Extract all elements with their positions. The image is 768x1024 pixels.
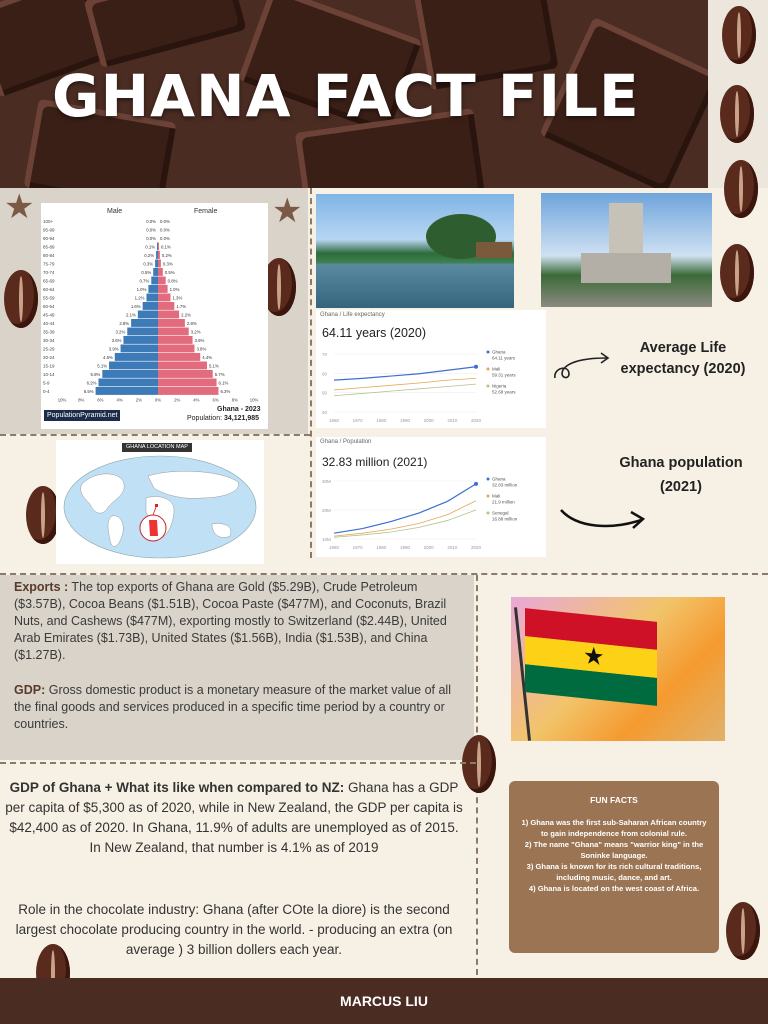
pyramid-age-label: 50-54 bbox=[43, 304, 55, 309]
pyramid-female-pct: 6.3% bbox=[220, 389, 231, 394]
pyramid-age-label: 25-29 bbox=[43, 346, 55, 352]
coffee-bean-icon bbox=[720, 244, 754, 302]
pyramid-male-pct: 0.3% bbox=[143, 261, 154, 267]
map-title: GHANA LOCATION MAP bbox=[122, 443, 192, 452]
life-expectancy-card bbox=[316, 310, 546, 428]
gdp-label: GDP: bbox=[14, 683, 46, 697]
pyramid-bar-male bbox=[102, 370, 158, 378]
comparison-label: GDP of Ghana + What its like when compared to NZ: bbox=[9, 780, 345, 795]
male-label: Male bbox=[107, 208, 123, 215]
pyramid-bar-male bbox=[98, 379, 158, 387]
fun-fact-item: 1) Ghana was the first sub-Saharan African country to gain independence from colonial rule. bbox=[521, 818, 707, 838]
legend-marker bbox=[487, 478, 490, 481]
pyramid-age-label: 75-79 bbox=[43, 261, 55, 267]
legend-value: 52.68 years bbox=[492, 389, 516, 395]
pyramid-male-pct: 0.1% bbox=[145, 244, 156, 250]
pyramid-bar-male bbox=[143, 302, 158, 310]
pyramid-age-label: 90-94 bbox=[43, 236, 55, 241]
coffee-bean-icon bbox=[722, 6, 756, 64]
pyramid-bar-female bbox=[158, 387, 218, 395]
population-chart bbox=[316, 473, 546, 557]
legend-name: Ghana bbox=[492, 349, 506, 355]
header-banner bbox=[0, 0, 768, 188]
pyramid-bar-female bbox=[158, 353, 200, 361]
life-chart bbox=[316, 346, 546, 428]
pyramid-bar-male bbox=[155, 260, 158, 268]
pyramid-bar-male bbox=[123, 336, 158, 344]
x-tick: 2000 bbox=[423, 418, 434, 423]
comparison-body: Ghana has a GDP per capita of $5,300 as of 2020, while in New Zealand, the GDP per capita is $42,400 as of 2020. In Ghana, 11.9% of adults are unemployed as of 2015. In New Zealand, that number is 4.1% as of 2019 bbox=[5, 780, 463, 855]
population-value: 34,121,985 bbox=[223, 415, 260, 422]
x-tick: 1980 bbox=[376, 418, 387, 423]
pyramid-male-pct: 2.1% bbox=[126, 312, 136, 318]
legend-marker bbox=[487, 495, 490, 498]
female-label: Female bbox=[194, 208, 218, 215]
pyramid-male-pct: 0.0% bbox=[146, 219, 156, 224]
legend-marker bbox=[487, 368, 490, 371]
pyramid-bar-male bbox=[127, 328, 158, 336]
pyramid-male-pct: 3.9% bbox=[108, 346, 119, 352]
population-caption: Ghana population (2021) bbox=[619, 455, 743, 495]
pyramid-bar-female bbox=[158, 362, 207, 370]
pyramid-bar-male bbox=[146, 294, 158, 302]
pyramid-female-pct: 0.5% bbox=[164, 270, 175, 275]
coffee-bean-icon bbox=[726, 902, 760, 960]
pyramid-bar-male bbox=[121, 345, 158, 353]
pyramid-age-label: 80-84 bbox=[43, 253, 55, 258]
pyramid-female-pct: 4.4% bbox=[202, 355, 213, 360]
pyramid-axis-tick: 8% bbox=[231, 397, 238, 403]
series-line bbox=[334, 378, 476, 390]
pyramid-male-pct: 0.5% bbox=[141, 270, 152, 275]
pyramid-male-pct: 4.5% bbox=[103, 355, 113, 360]
pyramid-age-label: 95-99 bbox=[43, 227, 55, 233]
exports-body: The top exports of Ghana are Gold ($5.29B), Crude Petroleum ($3.57B), Cocoa Beans ($1.51B), Cocoa Paste ($477M), and Coconuts, Brazil Nuts, and Cashews ($477M), exporting mostly to Switzerland ($2.44B), United Arab Emirates ($1.73B), United States ($1.56B), India ($1.53B), and China ($1.27B). bbox=[14, 580, 447, 662]
pyramid-female-pct: 2.2% bbox=[181, 312, 191, 318]
series-line bbox=[334, 484, 476, 533]
pyramid-male-pct: 1.2% bbox=[134, 295, 145, 301]
pyramid-bar-male bbox=[148, 285, 158, 293]
pyramid-axis-tick: 10% bbox=[249, 397, 259, 403]
curly-arrow-icon bbox=[551, 350, 611, 384]
legend-name: Mali bbox=[492, 493, 501, 499]
y-tick: 50 bbox=[322, 390, 328, 396]
pyramid-bar-female bbox=[158, 336, 193, 344]
pyramid-age-label: 65-69 bbox=[43, 278, 55, 284]
y-tick: 20M bbox=[322, 508, 331, 513]
comparison-text bbox=[4, 778, 464, 858]
pyramid-bar-female bbox=[158, 251, 160, 259]
pyramid-male-pct: 5.8% bbox=[90, 372, 101, 377]
life-breadcrumb: Ghana / Life expectancy bbox=[320, 312, 385, 318]
pyramid-axis-tick: 8% bbox=[78, 397, 85, 403]
pyramid-bar-male bbox=[151, 277, 158, 285]
series-endpoint bbox=[474, 365, 478, 369]
pyramid-bar-male bbox=[138, 311, 158, 319]
divider bbox=[0, 434, 310, 436]
pyramid-male-pct: 5.1% bbox=[97, 363, 108, 369]
x-tick: 2010 bbox=[447, 545, 458, 550]
pyramid-chart bbox=[41, 203, 268, 429]
pyramid-bar-female bbox=[158, 294, 170, 302]
pyramid-age-label: 45-49 bbox=[43, 312, 55, 318]
legend-name: Senegal bbox=[492, 510, 509, 516]
x-tick: 1970 bbox=[352, 545, 363, 550]
pyramid-axis-tick: 2% bbox=[135, 397, 142, 403]
y-tick: 60 bbox=[322, 371, 328, 377]
pyramid-bar-male bbox=[96, 387, 158, 395]
y-tick: 70 bbox=[322, 352, 328, 357]
coffee-bean-icon bbox=[26, 486, 60, 544]
fun-facts-list bbox=[509, 805, 719, 894]
legend-marker bbox=[487, 385, 490, 388]
chocolate-role-text: Role in the chocolate industry: Ghana (after COte la diore) is the second largest chocolate producing country in the world. - producing an extra (on average ) 3 billion dollers each year. bbox=[15, 902, 453, 957]
pyramid-caption: Ghana - 2023 bbox=[217, 406, 261, 413]
pyramid-female-pct: 5.1% bbox=[208, 363, 219, 369]
pyramid-male-pct: 0.7% bbox=[139, 278, 150, 284]
x-tick: 1960 bbox=[328, 545, 340, 550]
pyramid-bar-female bbox=[158, 311, 179, 319]
x-tick: 1970 bbox=[352, 418, 363, 423]
pyramid-female-pct: 5.7% bbox=[214, 372, 225, 377]
pyramid-age-label: 55-59 bbox=[43, 295, 55, 301]
population-label: Population: bbox=[187, 415, 223, 422]
legend-value: 32.83 million bbox=[492, 482, 518, 488]
pyramid-male-pct: 3.6% bbox=[111, 338, 122, 343]
pyramid-male-pct: 1.0% bbox=[136, 287, 147, 292]
pyramid-axis-tick: 10% bbox=[57, 397, 67, 403]
life-caption: Average Life expectancy (2020) bbox=[620, 340, 746, 377]
gdp-body: Gross domestic product is a monetary measure of the market value of all the final goods and services produced in a specific time period by a country or countries. bbox=[14, 683, 451, 731]
legend-value: 59.31 years bbox=[492, 372, 516, 378]
location-map bbox=[56, 440, 264, 564]
pyramid-bar-male bbox=[109, 362, 158, 370]
pyramid-age-label: 20-24 bbox=[43, 355, 55, 360]
pyramid-female-pct: 6.1% bbox=[218, 380, 229, 386]
legend-value: 64.11 years bbox=[492, 355, 516, 361]
x-tick: 2000 bbox=[423, 545, 434, 550]
series-line bbox=[334, 501, 476, 536]
pyramid-age-label: 100+ bbox=[43, 219, 54, 224]
pyramid-male-pct: 0.2% bbox=[144, 253, 155, 258]
pyramid-female-pct: 0.0% bbox=[160, 236, 170, 241]
y-tick: 40 bbox=[322, 410, 328, 415]
pyramid-male-pct: 0.0% bbox=[146, 236, 156, 241]
pyramid-female-pct: 0.0% bbox=[160, 219, 170, 224]
coffee-bean-icon bbox=[4, 270, 38, 328]
pyramid-bar-female bbox=[158, 268, 163, 276]
fun-fact-item: 2) The name "Ghana" means "warrior king" in the Soninke language. bbox=[524, 840, 704, 860]
coffee-bean-icon bbox=[724, 160, 758, 218]
pop-breadcrumb: Ghana / Population bbox=[320, 439, 372, 445]
ghana-flag bbox=[525, 608, 657, 706]
pyramid-axis-tick: 6% bbox=[97, 397, 104, 403]
pyramid-bar-male bbox=[157, 243, 158, 251]
star-icon: ★ bbox=[272, 192, 303, 230]
exports-label: Exports : bbox=[14, 580, 69, 594]
pyramid-logo: PopulationPyramid.net bbox=[44, 410, 120, 421]
pyramid-bar-female bbox=[158, 260, 161, 268]
pyramid-axis-tick: 4% bbox=[116, 397, 123, 403]
pyramid-population bbox=[187, 415, 259, 422]
legend-value: 21.9 million bbox=[492, 499, 515, 505]
page-title: GHANA FACT FILE bbox=[52, 62, 640, 130]
pyramid-bar-female bbox=[158, 370, 213, 378]
y-tick: 10M bbox=[322, 537, 331, 542]
pyramid-axis-tick: 2% bbox=[174, 397, 181, 403]
x-tick: 2020 bbox=[470, 418, 482, 423]
legend-value: 16.88 million bbox=[492, 516, 518, 522]
fun-fact-item: 4) Ghana is located on the west coast of Africa. bbox=[528, 884, 700, 893]
pyramid-bar-female bbox=[158, 328, 189, 336]
pyramid-bar-female bbox=[158, 345, 194, 353]
x-tick: 1990 bbox=[399, 418, 411, 423]
pyramid-female-pct: 0.3% bbox=[162, 261, 173, 267]
monument-photo bbox=[541, 193, 712, 307]
pyramid-male-pct: 6.2% bbox=[86, 380, 97, 386]
pyramid-age-label: 85-89 bbox=[43, 244, 55, 250]
pyramid-female-pct: 1.3% bbox=[172, 295, 183, 301]
pyramid-bar-female bbox=[158, 243, 159, 251]
world-map bbox=[62, 454, 258, 560]
x-tick: 2010 bbox=[447, 418, 458, 423]
legend-name: Nigeria bbox=[492, 383, 507, 389]
pyramid-age-label: 70-74 bbox=[43, 270, 55, 275]
pyramid-female-pct: 0.8% bbox=[167, 278, 178, 284]
series-line bbox=[334, 510, 476, 537]
series-endpoint bbox=[474, 482, 478, 486]
pyramid-male-pct: 1.6% bbox=[130, 304, 141, 309]
fun-fact-item: 3) Ghana is known for its rich cultural traditions, including music, dance, and art. bbox=[526, 862, 702, 882]
x-tick: 2020 bbox=[470, 545, 482, 550]
pyramid-age-label: 15-19 bbox=[43, 363, 55, 369]
pyramid-male-pct: 6.5% bbox=[83, 389, 94, 394]
hut-shape bbox=[476, 242, 512, 258]
legend-marker bbox=[487, 512, 490, 515]
monument-base bbox=[581, 253, 671, 283]
pyramid-axis-tick: 0% bbox=[154, 397, 162, 403]
pyramid-age-label: 30-34 bbox=[43, 338, 55, 343]
pyramid-age-label: 35-39 bbox=[43, 329, 55, 335]
pyramid-female-pct: 1.0% bbox=[169, 287, 180, 292]
pyramid-female-pct: 1.7% bbox=[176, 304, 187, 309]
arrow-icon bbox=[557, 502, 649, 536]
pyramid-bar-female bbox=[158, 277, 166, 285]
x-tick: 1980 bbox=[376, 545, 387, 550]
pyramid-bar-male bbox=[131, 319, 158, 327]
pyramid-age-label: 60-64 bbox=[43, 287, 55, 292]
population-pyramid bbox=[41, 203, 268, 429]
exports-text bbox=[14, 579, 472, 664]
lake-photo bbox=[316, 194, 514, 308]
fun-facts-box bbox=[509, 781, 719, 953]
pyramid-female-pct: 3.2% bbox=[190, 329, 201, 335]
pyramid-female-pct: 2.8% bbox=[186, 321, 197, 326]
legend-name: Ghana bbox=[492, 476, 506, 482]
pyramid-female-pct: 3.6% bbox=[194, 338, 205, 343]
pyramid-female-pct: 0.0% bbox=[160, 227, 170, 233]
x-tick: 1990 bbox=[399, 545, 411, 550]
pyramid-bar-male bbox=[153, 268, 158, 276]
gdp-text bbox=[14, 682, 462, 733]
pyramid-male-pct: 3.2% bbox=[115, 329, 126, 335]
coffee-bean-icon bbox=[462, 735, 496, 793]
pyramid-male-pct: 0.0% bbox=[146, 227, 156, 233]
pyramid-age-label: 40-44 bbox=[43, 321, 55, 326]
pyramid-female-pct: 0.1% bbox=[160, 244, 171, 250]
pyramid-bar-female bbox=[158, 302, 174, 310]
divider bbox=[310, 188, 312, 558]
pyramid-bar-female bbox=[158, 379, 217, 387]
chocolate-piece bbox=[83, 0, 246, 68]
pyramid-bar-female bbox=[158, 285, 168, 293]
author-name: MARCUS LIU bbox=[340, 993, 428, 1009]
x-tick: 1960 bbox=[328, 418, 340, 423]
population-card bbox=[316, 437, 546, 557]
pyramid-age-label: 10-14 bbox=[43, 372, 55, 377]
footer bbox=[0, 978, 768, 1024]
coffee-bean-icon bbox=[720, 85, 754, 143]
pop-headline: 32.83 million (2021) bbox=[322, 455, 428, 469]
flag-photo bbox=[511, 597, 725, 741]
star-icon: ★ bbox=[4, 188, 35, 226]
pyramid-bar-male bbox=[115, 353, 158, 361]
pyramid-age-label: 5-9 bbox=[43, 380, 50, 386]
black-star-icon: ★ bbox=[583, 642, 605, 672]
legend-name: Mali bbox=[492, 366, 501, 372]
pyramid-axis-tick: 6% bbox=[212, 397, 219, 403]
life-headline: 64.11 years (2020) bbox=[322, 326, 426, 340]
pyramid-axis-tick: 4% bbox=[193, 397, 200, 403]
pyramid-male-pct: 2.8% bbox=[119, 321, 130, 326]
pyramid-bar-female bbox=[158, 319, 185, 327]
divider bbox=[0, 762, 476, 764]
fun-facts-title: FUN FACTS bbox=[590, 795, 638, 805]
pyramid-bar-male bbox=[156, 251, 158, 259]
pyramid-female-pct: 0.2% bbox=[161, 253, 172, 258]
legend-marker bbox=[487, 351, 490, 354]
pyramid-female-pct: 3.8% bbox=[196, 346, 207, 352]
y-tick: 30M bbox=[322, 479, 331, 484]
pyramid-age-label: 0-4 bbox=[43, 389, 50, 394]
series-line bbox=[334, 384, 476, 396]
